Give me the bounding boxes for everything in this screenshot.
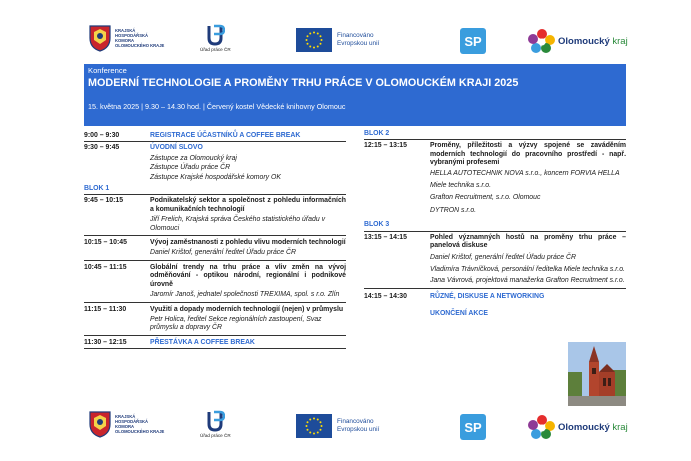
speaker: Miele technika s.r.o. <box>430 182 492 190</box>
speaker: Petr Holica, ředitel Sekce regionálních zastoupení, Svaz průmyslu a dopravy ČR <box>84 316 346 336</box>
eu-text: Financováno Evropskou unií <box>337 418 380 433</box>
program-row <box>364 232 626 252</box>
time-slot: 9:00 – 9:30 <box>84 132 120 139</box>
time-slot: 13:15 – 14:15 <box>364 233 407 241</box>
time-slot: 9:30 – 9:45 <box>84 144 120 152</box>
top-logo-row <box>0 24 691 60</box>
urad-prace-text: Úřad práce ČR <box>200 433 231 438</box>
time-slot: 11:15 – 11:30 <box>84 305 127 313</box>
conference-banner <box>84 64 626 126</box>
olomoucky-kraj-logo <box>528 414 628 440</box>
program-right-column <box>364 130 626 319</box>
speaker: Zástupce Krajské hospodářské komory OK <box>150 173 281 181</box>
program-row <box>364 291 626 302</box>
session-title: ÚVODNÍ SLOVO <box>150 144 203 152</box>
banner-kicker: Konference <box>88 66 127 75</box>
eu-flag-icon <box>296 28 332 52</box>
program-row <box>84 337 346 349</box>
flower-icon <box>528 28 556 54</box>
block-heading: BLOK 1 <box>84 185 346 195</box>
sp-logo: SP <box>460 28 486 54</box>
eu-logo <box>296 414 379 438</box>
speaker: DYTRON s.r.o. <box>430 206 477 214</box>
eu-text: Financováno Evropskou unií <box>337 32 380 47</box>
church-photo <box>568 342 626 406</box>
khk-logo <box>88 410 165 438</box>
session-title: Podnikatelský sektor a společnost z pohledu informačních a komunikačních technologií <box>150 197 346 213</box>
time-slot: 10:45 – 11:15 <box>84 263 127 271</box>
eu-logo <box>296 28 379 52</box>
program-row <box>84 130 346 142</box>
program-row <box>364 140 626 168</box>
program-row <box>84 142 346 153</box>
program-row <box>84 237 346 248</box>
khk-text: KRAJSKÁ HOSPODÁŘSKÁ KOMORA OLOMOUCKÉHO KRAJE <box>115 414 165 434</box>
time-slot: 11:30 – 12:15 <box>84 338 127 346</box>
spacer <box>364 302 626 310</box>
program-row <box>84 304 346 315</box>
flower-icon <box>528 414 556 440</box>
session-title: RŮZNÉ, DISKUSE A NETWORKING <box>430 292 545 300</box>
speaker: Jaromír Janoš, jednatel společnosti TREXIMA, spol. s r.o. Zlín <box>84 291 346 302</box>
urad-prace-text: Úřad práce ČR <box>200 47 231 52</box>
speaker: HELLA AUTOTECHNIK NOVA s.r.o., koncern FORVIA HELLA <box>430 169 620 177</box>
speaker: Daniel Krištof, generální ředitel Úřadu práce ČR <box>430 254 576 262</box>
program-row <box>84 195 346 215</box>
speaker: Zástupce za Olomoucký kraj <box>150 154 237 162</box>
speaker: Jiří Frelich, Krajská správa Českého statistického úřadu v Olomouci <box>84 216 346 236</box>
olomoucky-kraj-text: Olomoucký kraj <box>558 35 628 47</box>
session-title: UKONČENÍ AKCE <box>430 310 488 318</box>
session-title: Globální trendy na trhu práce a vliv změn na vývoj odměňování - optikou národní, regionální i podnikové úrovně <box>150 263 346 288</box>
time-slot: 9:45 – 10:15 <box>84 197 124 205</box>
urad-prace-icon <box>205 410 225 432</box>
session-title: PŘESTÁVKA A COFFEE BREAK <box>150 338 255 346</box>
speaker: Daniel Krištof, generální ředitel Úřadu práce ČR <box>84 249 346 260</box>
urad-prace-logo <box>200 410 231 438</box>
sp-logo: SP <box>460 414 486 440</box>
urad-prace-logo <box>200 24 231 52</box>
eu-flag-icon <box>296 414 332 438</box>
time-slot: 14:15 – 14:30 <box>364 292 407 300</box>
khk-logo <box>88 24 165 52</box>
shield-icon <box>88 410 112 438</box>
speaker: Zástupce Úřadu práce ČR <box>150 164 231 172</box>
conference-info: 15. května 2025 | 9.30 – 14.30 hod. | Červený kostel Vědecké knihovny Olomouc <box>88 102 346 111</box>
time-slot: 10:15 – 10:45 <box>84 239 127 247</box>
time-slot: 12:15 – 13:15 <box>364 142 407 150</box>
conference-title: MODERNÍ TECHNOLOGIE A PROMĚNY TRHU PRÁCE V OLOMOUCKÉM KRAJI 2025 <box>88 77 519 89</box>
urad-prace-icon <box>205 24 225 46</box>
program-left-column <box>84 130 346 349</box>
olomoucky-kraj-logo <box>528 28 628 54</box>
speaker: Vladimíra Trávníčková, personální ředitelka Miele technika s.r.o. <box>430 265 625 273</box>
session-title: REGISTRACE ÚČASTNÍKŮ A COFFEE BREAK <box>150 132 301 139</box>
shield-icon <box>88 24 112 52</box>
speaker: Grafton Recruitment, s.r.o. Olomouc <box>430 194 541 202</box>
khk-text: KRAJSKÁ HOSPODÁŘSKÁ KOMORA OLOMOUCKÉHO KRAJE <box>115 28 165 48</box>
program-row <box>84 262 346 290</box>
session-title: Vývoj zaměstnanosti z pohledu vlivu moderních technologií <box>150 239 346 247</box>
session-title: Využití a dopady moderních technologií (nejen) v průmyslu <box>150 305 344 313</box>
speaker: Jana Vávrová, projektová manažerka Grafton Recruitment s.r.o. <box>364 277 626 288</box>
bottom-logo-row <box>0 410 691 446</box>
olomoucky-kraj-text: Olomoucký kraj <box>558 421 628 433</box>
session-title: Proměny, příležitosti a výzvy spojené se zaváděním moderních technologií do pracovního prostředí - např. vybranými profesemi <box>430 142 626 167</box>
session-title: Pohled významných hostů na proměny trhu práce – panelová diskuse <box>430 233 626 250</box>
block-heading: BLOK 2 <box>364 130 626 140</box>
block-heading: BLOK 3 <box>364 221 626 231</box>
